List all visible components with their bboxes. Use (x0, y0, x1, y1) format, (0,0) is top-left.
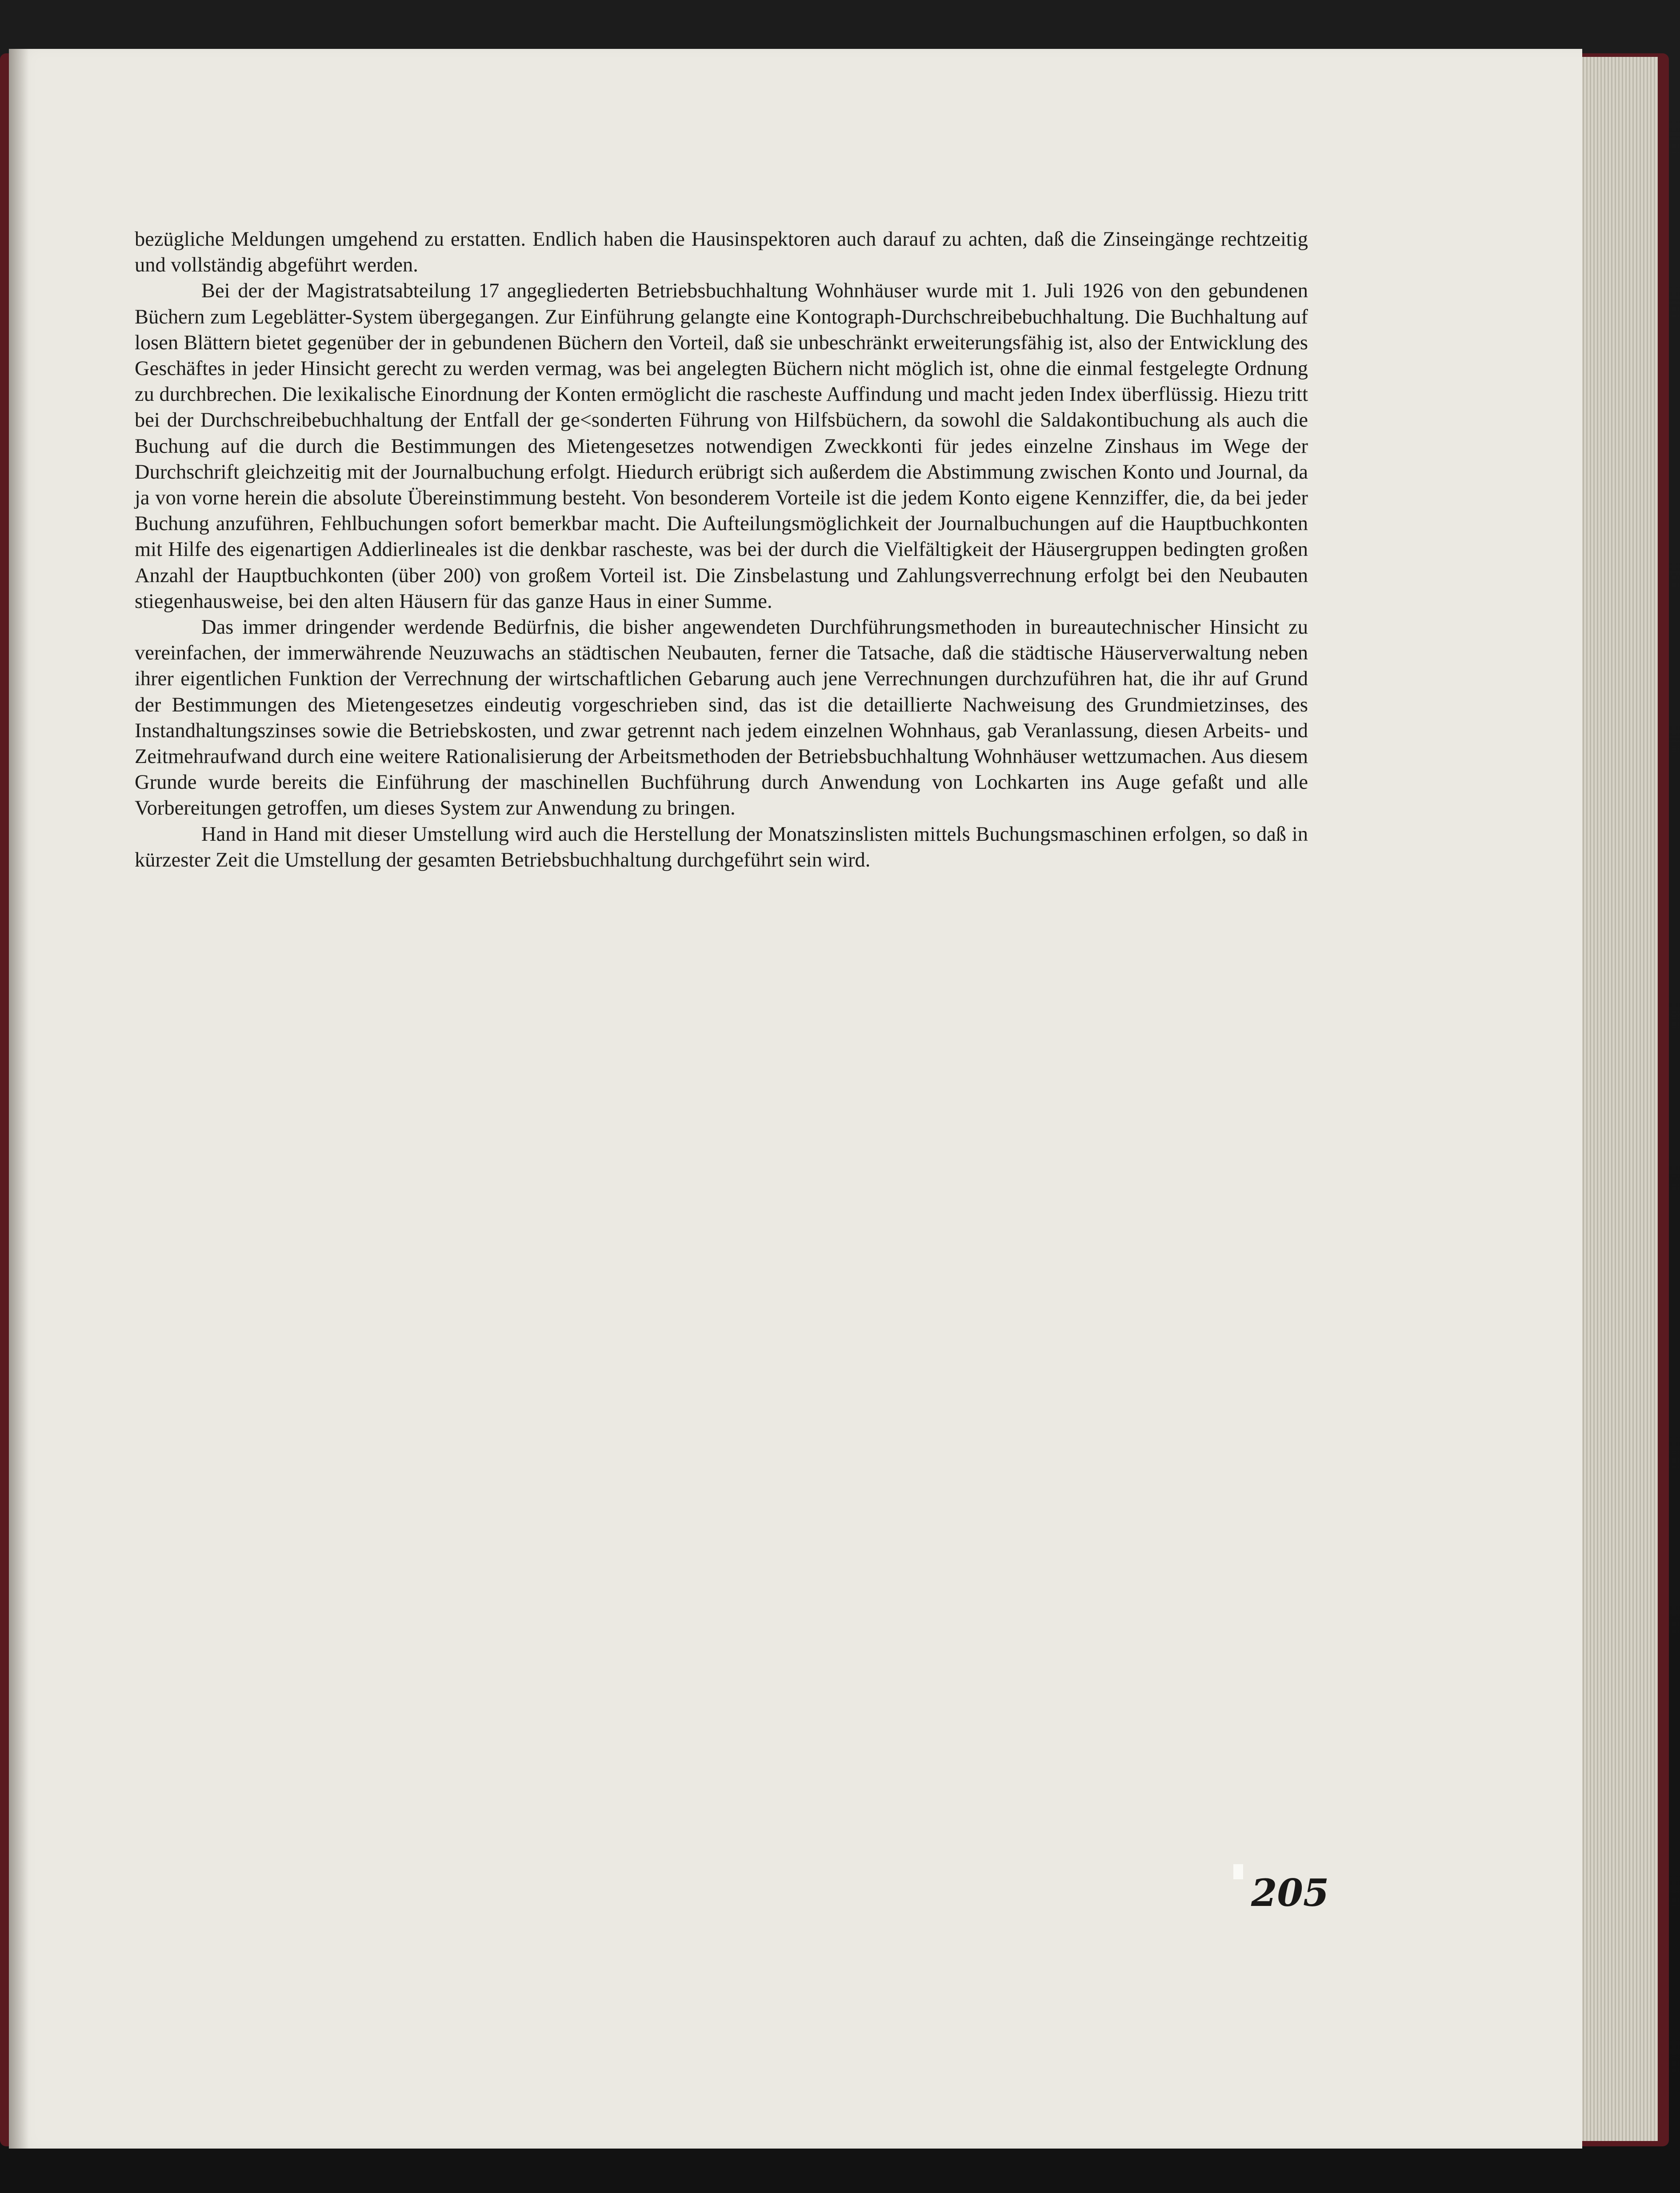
paper-speck (1233, 1864, 1243, 1879)
body-text (135, 227, 1308, 873)
paragraph-2: Bei der der Magistratsabteilung 17 angegliederten Betriebsbuchhaltung Wohnhäuser wurde mit 1. Juli 1926 von den gebundenen Büchern zum Legeblätter-System übergegangen. Zur Einführung gelangte eine Kontograph-Durchschreibebuchhaltung. Die Buchhaltung auf losen Blättern bietet gegenüber der in gebundenen Büchern den Vorteil, daß sie unbeschränkt erweiterungsfähig ist, also der Entwicklung des Geschäftes in jeder Hinsicht gerecht zu werden vermag, was bei angelegten Büchern nicht möglich ist, ohne die einmal festgelegte Ordnung zu durchbrechen. Die lexikalische Einordnung der Konten ermöglicht die rascheste Auffindung und macht jeden Index überflüssig. Hiezu tritt bei der Durchschreibebuchhaltung der Entfall der ge<sonderten Führung von Hilfsbüchern, da sowohl die Saldakontibuchung als auch die Buchung auf die durch die Bestimmungen des Mietengesetzes notwendigen Zweckkonti für jedes einzelne Zinshaus im Wege der Durchschrift gleichzeitig mit der Journalbuchung erfolgt. Hiedurch erübrigt sich außerdem die Abstimmung zwischen Konto und Journal, da ja von vorne herein die absolute Übereinstimmung besteht. Von besonderem Vorteile ist die jedem Konto eigene Kennziffer, die, da bei jeder Buchung anzuführen, Fehlbuchungen sofort bemerkbar macht. Die Aufteilungsmöglichkeit der Journalbuchungen auf die Hauptbuchkonten mit Hilfe des eigenartigen Addierlineales ist die denkbar rascheste, was bei der durch die Vielfältigkeit der Häusergruppen bedingten großen Anzahl der Hauptbuchkonten (über 200) von großem Vorteil ist. Die Zinsbelastung und Zahlungsverrechnung erfolgt bei den Neubauten stiegenhausweise, bei den alten Häusern für das ganze Haus in einer Summe. (135, 280, 1308, 613)
gutter-shadow (9, 49, 29, 2149)
page-edges (1573, 57, 1658, 2141)
paragraph-3: Das immer dringender werdende Bedürfnis, die bisher angewendeten Durchführungsmethoden in bureautechnischer Hinsicht zu vereinfachen, der immerwährende Neuzuwachs an städtischen Neubauten, ferner die Tatsache, daß die städtische Häuserverwaltung neben ihrer eigentlichen Funktion der Verrechnung der wirtschaftlichen Gebarung auch jene Verrechnungen durchzuführen hat, die ihr auf Grund der Bestimmungen des Mietengesetzes eindeutig vorgeschrieben sind, das ist die detaillierte Nachweisung des Grundmietzinses, des Instandhaltungszinses sowie die Betriebskosten, und zwar getrennt nach jedem einzelnen Wohnhaus, gab Veranlassung, diesen Arbeits- und Zeitmehraufwand durch eine weitere Rationalisierung der Arbeitsmethoden der Betriebsbuchhaltung Wohnhäuser wettzumachen. Aus diesem Grunde wurde bereits die Einführung der maschinellen Buchführung durch Anwendung von Lochkarten ins Auge gefaßt und alle Vorbereitungen getroffen, um dieses System zur Anwendung zu bringen. (135, 616, 1308, 820)
paragraph-4: Hand in Hand mit dieser Umstellung wird auch die Herstellung der Monatszinslisten mittels Buchungsmaschinen erfolgen, so daß in kürzester Zeit die Umstellung der gesamten Betriebsbuchhaltung durchgeführt sein wird. (135, 823, 1308, 871)
page-number: 205 (1251, 1871, 1329, 1915)
paragraph-1: bezügliche Meldungen umgehend zu erstatten. Endlich haben die Hausinspektoren auch darauf zu achten, daß die Zinseingänge rechtzeitig und vollständig abgeführt werden. (135, 228, 1308, 277)
